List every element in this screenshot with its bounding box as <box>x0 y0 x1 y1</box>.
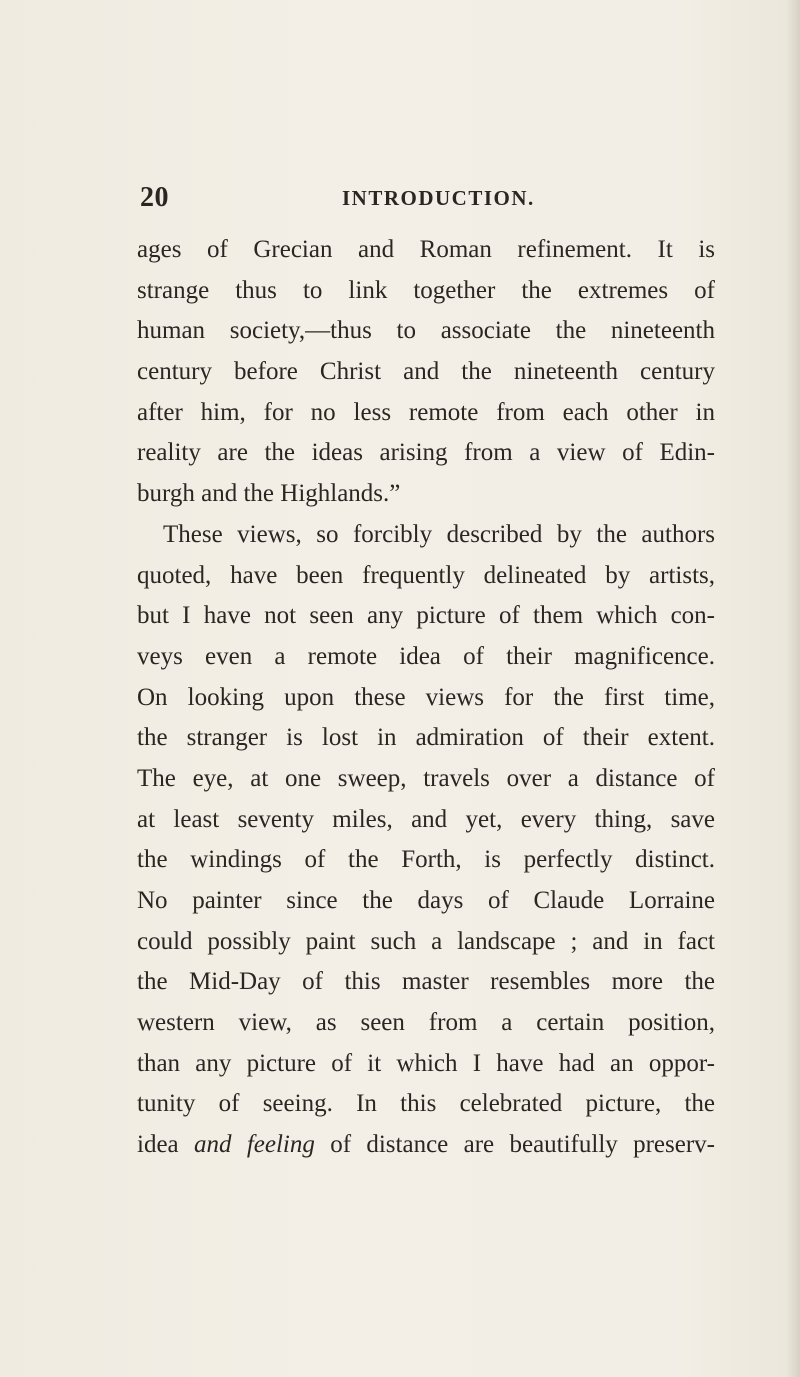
page-edge-shadow <box>786 0 800 1377</box>
text-line: quoted, have been frequently delineated by artists, <box>137 561 715 589</box>
text-line: No painter since the days of Claude Lorraine <box>137 887 715 914</box>
body-text <box>137 230 715 1166</box>
text-line: strange thus to link together the extremes of <box>137 276 715 304</box>
text-line: veys even a remote idea of their magnificence. <box>137 642 715 670</box>
text-line: western view, as seen from a certain position, <box>137 1009 715 1037</box>
text-line: the windings of the Forth, is perfectly distinct. <box>137 846 715 874</box>
text-line: at least seventy miles, and yet, every thing, save <box>137 805 715 833</box>
text-segment: idea <box>137 1131 194 1159</box>
text-line: the stranger is lost in admiration of their extent. <box>137 724 715 752</box>
page-header <box>140 182 700 222</box>
text-line: could possibly paint such a landscape ; and in fact <box>137 927 715 955</box>
text-line-last <box>137 1125 715 1166</box>
text-line: than any picture of it which I have had an oppor- <box>137 1049 715 1077</box>
running-head: INTRODUCTION. <box>342 186 535 210</box>
text-segment: of distance are beautifully preserv- <box>314 1131 715 1159</box>
text-line: reality are the ideas arising from a view of Edin- <box>137 439 715 467</box>
text-line: the Mid-Day of this master resembles more the <box>137 968 715 996</box>
italic-phrase: and feeling <box>193 1131 315 1159</box>
text-line: after him, for no less remote from each other in <box>137 398 715 426</box>
text-line: On looking upon these views for the first time, <box>137 683 715 711</box>
text-line: tunity of seeing. In this celebrated picture, the <box>137 1090 715 1118</box>
text-line: century before Christ and the nineteenth century <box>137 358 715 386</box>
page-number: 20 <box>140 182 169 213</box>
text-line: The eye, at one sweep, travels over a distance of <box>137 764 715 792</box>
text-line: but I have not seen any picture of them which con- <box>137 602 715 630</box>
text-line: These views, so forcibly described by the authors <box>163 520 715 548</box>
text-line: ages of Grecian and Roman refinement. It is <box>137 236 715 263</box>
text-line: burgh and the Highlands.” <box>137 480 401 508</box>
text-line: human society,—thus to associate the nineteenth <box>137 317 715 345</box>
